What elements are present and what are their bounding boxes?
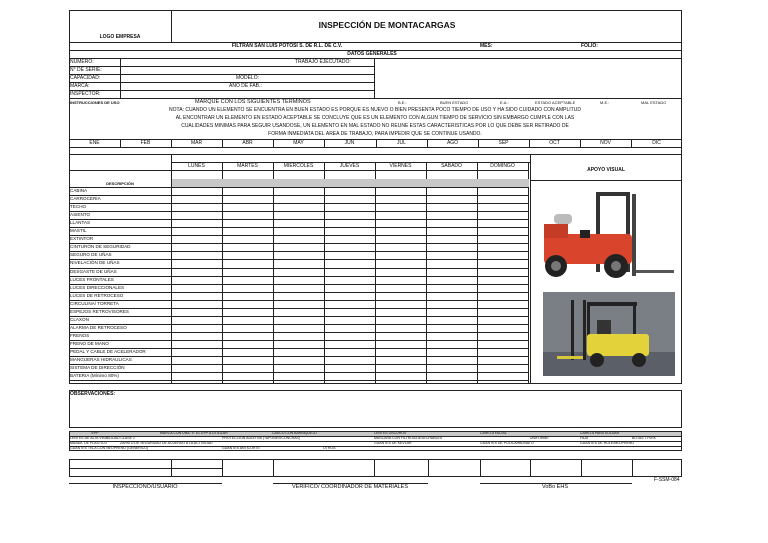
checklist-item: ALARMA DE RETROCESO — [70, 325, 127, 330]
row-divider — [69, 211, 529, 212]
month-nov: NOV — [600, 140, 611, 146]
checklist-item: ESPEJOS RETROVISORES — [70, 309, 129, 314]
row-divider — [69, 324, 529, 325]
row-divider — [69, 243, 529, 244]
general-data-title: DATOS GENERALES — [347, 51, 397, 57]
epp-item: GUANTES ANTICORTE — [222, 446, 260, 450]
forklift-red-image — [536, 184, 674, 288]
signature-ehs: VoBo EHS — [542, 484, 568, 490]
checklist-item: BATERIA (Mínimo 80%) — [70, 373, 119, 378]
day-header: LUNES — [188, 163, 205, 169]
legend-be-text: BUEN ESTADO — [440, 100, 469, 105]
checklist-item: CIRCULINA/ TORRETA — [70, 301, 119, 306]
epp-item: LENTES DE ALTA VISIBILIDAD CLASE 2 — [70, 436, 135, 440]
month-ago: AGO — [446, 140, 459, 146]
epp-item: OTROS: — [323, 446, 337, 450]
legend-ea-code: E.A.: — [500, 100, 509, 105]
checklist-item: LLANTAS — [70, 220, 91, 225]
row-divider — [69, 356, 529, 357]
serie-label: N° DE SERIE: — [70, 67, 102, 73]
checklist-item: MASTIL — [70, 228, 87, 233]
observations-label: OBSERVACIONES: — [70, 391, 116, 397]
anio-label: AÑO DE FAB.: — [229, 83, 262, 89]
row-divider — [69, 227, 529, 228]
row-divider — [69, 268, 529, 269]
row-divider — [69, 235, 529, 236]
day-header: MARTES — [237, 163, 258, 169]
inspector-label: INSPECTOR: — [70, 91, 101, 97]
month-mar: MAR — [190, 140, 203, 146]
forklift-yellow-image — [543, 292, 675, 376]
note-line-2: AL ENCONTRAR UN ELEMENTO EN ESTADO ACEPTABLE SE CONCLUYE QUE ES UN ELEMENTO CON ALGÚN TIEMPO DE SERVICIO SIN EMBARGO CUMPLE CON LAS — [175, 115, 575, 121]
company-name: FILTRAN SAN LUIS POTOSÍ S. DE R.L. DE C.V. — [231, 43, 343, 49]
epp-item: GUANTES DE HULE/NEOPRENO — [580, 441, 635, 445]
checklist-item: TECHO — [70, 204, 87, 209]
row-divider — [69, 300, 529, 301]
month-dic: DIC — [652, 140, 661, 146]
month-may: MAY — [293, 140, 304, 146]
modelo-label: MODELO: — [236, 75, 260, 81]
checklist-item: CARROCERIA — [70, 196, 101, 201]
numero-label: NUMERO: — [70, 59, 94, 65]
row-divider — [69, 292, 529, 293]
day-header: SÁBADO — [441, 163, 462, 169]
legend-ea-text: ESTADO ACEPTABLE — [535, 100, 576, 105]
checklist-item: ASIENTO — [70, 212, 91, 217]
checklist-item: FRENO DE MANO — [70, 341, 109, 346]
apoyo-visual-title: APOYO VISUAL — [587, 167, 625, 173]
signature-inspector: INSPECCIONÓ/USUARIO — [112, 484, 178, 490]
row-divider — [69, 364, 529, 365]
checklist-item: CINTURÓN DE SEGURIDAD — [70, 244, 131, 249]
checklist-item: LUCES DIRECCIONALES — [70, 285, 125, 290]
trabajo-label: TRABAJO EJECUTADO: — [295, 59, 351, 65]
row-divider — [69, 372, 529, 373]
month-label: MES: — [480, 43, 493, 49]
instructions-mark: MARQUE CON LOS SIGUIENTES TERMINOS — [195, 99, 311, 105]
checklist-item: SEGURO DE UÑAS — [70, 252, 112, 257]
day-header: VIERNES — [389, 163, 412, 169]
month-jun: JUN — [344, 140, 355, 146]
checklist-item: PEDAL Y CABLE DE ACELERADOR — [70, 349, 146, 354]
epp-item: BOTAS TYVEK — [632, 436, 656, 440]
month-oct: OCT — [549, 140, 560, 146]
checklist-item: NIVELACIÓN DE UÑAS — [70, 260, 120, 265]
epp-item: CARETA FACIAL — [480, 431, 507, 435]
description-header: DESCRIPCIÓN — [106, 181, 134, 186]
row-divider — [69, 259, 529, 260]
epp-item: CARETA PARA SOLDAR — [580, 431, 620, 435]
note-line-1: NOTA: CUANDO UN ELEMENTO SE ENCUENTRA EN BUEN ESTADO ES PORQUE ES NUEVO O BIEN PRESENTA POCO TIEMPO DE USO Y HA SIDO CUIDADO CON AMPLITUD — [169, 107, 581, 113]
row-divider — [69, 284, 529, 285]
day-header: MIÉRCOLES — [283, 163, 314, 169]
folio-label: FOLIO: — [581, 43, 598, 49]
epp-instruction: MARCA CON UNA "X" EL EPP A UTILIZAR — [160, 431, 228, 435]
capacidad-label: CAPACIDAD: — [70, 75, 101, 81]
checklist-item: EXTINTOR — [70, 236, 94, 241]
instructions-label: INSTRUCCIONES DE USO — [70, 100, 120, 105]
epp-item: CASCO CON BARBIQUEJO — [272, 431, 317, 435]
epp-item: UNIFORME — [530, 436, 549, 440]
checklist-item: CLAXON — [70, 317, 89, 322]
epp-item: GUANTES DE POLICARBONATO — [480, 441, 534, 445]
epp-title: EPP — [91, 431, 99, 435]
checklist-item: SISTEMA DE DIRECCIÓN — [70, 365, 125, 370]
form-code: F-SSM-084 — [654, 477, 680, 483]
signature-verifier: VERIFICÓ/ COORDINADOR DE MATERIALES — [291, 484, 409, 490]
row-divider — [69, 308, 529, 309]
row-divider — [69, 203, 529, 204]
month-feb: FEB — [140, 140, 151, 146]
checklist-item: DESGASTE DE UÑAS — [70, 269, 117, 274]
row-divider — [69, 380, 529, 381]
epp-item: MASCARA CON FILTROS/DESECHABLES — [374, 436, 443, 440]
checklist-item: MANGUERAS HIDRAULICAS — [70, 357, 132, 362]
epp-item: GUANTES TELA CON NEOPRENO (GENERICO) — [70, 446, 149, 450]
day-header: JUEVES — [339, 163, 360, 169]
legend-me-code: M.E.: — [600, 100, 610, 105]
epp-item: LENTES OSCUROS — [374, 431, 407, 435]
epp-item: ZAPATO DE SEGURIDAD DE ACUERDO A LA ACTIVIDAD — [120, 441, 213, 445]
row-divider — [69, 251, 529, 252]
row-divider — [69, 219, 529, 220]
day-header: DOMINGO — [490, 163, 515, 169]
checklist-item: FRENOS — [70, 333, 90, 338]
epp-item: GUANTES DE KEVLAR — [374, 441, 412, 445]
logo-placeholder: LOGO EMPRESA — [99, 34, 141, 40]
note-line-4: FORMA INMEDIATA DEL ÁREA DE TRABAJO, PARA IMPEDIR QUE SE CONTINUE USANDO. — [268, 131, 482, 137]
row-divider — [69, 332, 529, 333]
checklist-item: LUCES FRONTALES — [70, 277, 114, 282]
marca-label: MARCA: — [70, 83, 90, 89]
row-divider — [69, 195, 529, 196]
checklist-item: CABINA — [70, 188, 88, 193]
legend-me-text: MAL ESTADO — [641, 100, 667, 105]
page-title: INSPECCIÓN DE MONTACARGAS — [318, 20, 456, 30]
epp-item: MANDIL DE PLASTICO — [70, 441, 108, 445]
observations-box — [69, 390, 682, 428]
desc-divider — [171, 154, 172, 384]
row-divider — [69, 316, 529, 317]
row-divider — [69, 340, 529, 341]
month-sep: SEP — [498, 140, 509, 146]
row-divider — [69, 276, 529, 277]
month-ene: ENE — [89, 140, 100, 146]
description-header-fill — [172, 179, 529, 187]
month-abr: ABR — [242, 140, 253, 146]
epp-item: FAJA — [580, 436, 589, 440]
epp-item: PROTECCIÓN AUDITIVA (TAPONES/CONCHAS) — [222, 436, 301, 440]
legend-be-code: B.E.: — [398, 100, 407, 105]
checklist-item: LUCES DE RETROCESO — [70, 293, 124, 298]
month-jul: JUL — [397, 140, 406, 146]
note-line-3: CUALIDADES MÍNIMAS PARA SEGUIR USANDOSE, UN ELEMENTO EN MAL ESTADO NO REUNE ESTAS CARACTERISTICAS POR LO QUE DEBE SER RETIRADO DE — [181, 123, 569, 129]
